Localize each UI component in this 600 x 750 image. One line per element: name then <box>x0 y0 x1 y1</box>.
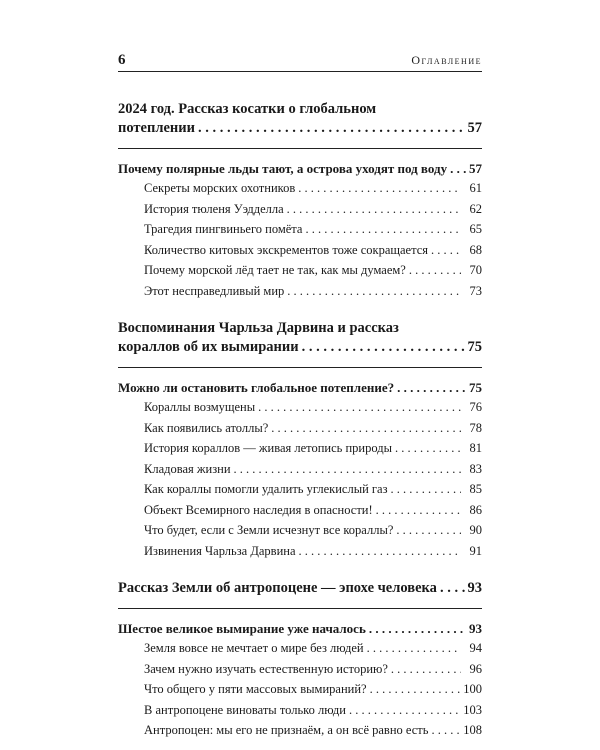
dot-leader <box>271 418 461 439</box>
section-entry <box>118 159 482 178</box>
toc-item <box>118 459 482 480</box>
item-title: Зачем нужно изучать естественную историю? <box>144 661 388 676</box>
table-of-contents <box>118 100 482 741</box>
dot-leader <box>302 338 465 357</box>
dot-leader <box>431 720 460 741</box>
item-page: 90 <box>469 523 482 537</box>
item-title: Секреты морских охотников <box>144 181 296 195</box>
item-page: 70 <box>469 263 482 277</box>
item-page: 68 <box>469 242 482 257</box>
section-entry <box>118 378 482 397</box>
dot-leader <box>376 500 461 521</box>
item-page: 85 <box>469 482 482 496</box>
chapter-title-line: Рассказ Земли об антропоцене — эпохе человека <box>118 580 437 596</box>
toc-item <box>118 397 482 418</box>
item-page: 83 <box>469 461 482 476</box>
page-number: 6 <box>118 52 126 68</box>
chapter-title-line: 2024 год. Рассказ косатки о глобальном <box>118 101 377 117</box>
dot-leader <box>367 638 461 659</box>
item-title: Количество китовых экскрементов тоже сокращается <box>144 242 429 257</box>
item-title: Кладовая жизни <box>144 461 231 476</box>
item-page: 78 <box>469 420 482 435</box>
item-title: Этот несправедливый мир <box>144 283 285 298</box>
chapter-title-line: Воспоминания Чарльза Дарвина и рассказ <box>118 320 399 336</box>
dot-leader <box>450 159 466 178</box>
item-title: Как появились атоллы? <box>144 420 269 435</box>
item-title: Кораллы возмущены <box>144 400 256 414</box>
toc-item <box>118 638 482 659</box>
running-title: Оглавление <box>411 53 482 67</box>
divider <box>118 367 482 368</box>
section-entry <box>118 619 482 638</box>
section-page: 93 <box>469 621 482 636</box>
dot-leader <box>397 378 466 397</box>
item-page: 91 <box>469 543 482 558</box>
chapter-entry <box>118 338 482 357</box>
dot-leader <box>370 679 461 700</box>
item-page: 86 <box>469 502 482 517</box>
chapter-block <box>118 319 482 561</box>
toc-item <box>118 700 482 721</box>
toc-item <box>118 418 482 439</box>
toc-item <box>118 178 482 199</box>
dot-leader <box>391 659 461 680</box>
chapter-entry <box>118 119 482 138</box>
dot-leader <box>431 240 461 261</box>
dot-leader <box>299 541 461 562</box>
dot-leader <box>369 619 466 638</box>
item-page: 103 <box>463 702 482 717</box>
dot-leader <box>258 397 461 418</box>
item-page: 61 <box>469 181 482 195</box>
dot-leader <box>287 281 461 302</box>
running-header <box>118 52 482 72</box>
item-title: Как кораллы помогли удалить углекислый газ <box>144 482 388 496</box>
toc-item <box>118 438 482 459</box>
section-page: 75 <box>469 380 482 395</box>
chapter-block <box>118 100 482 301</box>
item-title: Трагедия пингвиньего помёта <box>144 222 303 236</box>
item-page: 62 <box>469 201 482 216</box>
dot-leader <box>409 260 461 281</box>
item-page: 108 <box>463 723 482 737</box>
chapter-page: 75 <box>467 339 482 355</box>
dot-leader <box>198 119 465 138</box>
chapter-title-line: кораллов об их вымирании <box>118 339 299 355</box>
section-title: Можно ли остановить глобальное потепление? <box>118 380 395 395</box>
dot-leader <box>349 700 460 721</box>
item-title: История кораллов — живая летопись природы <box>144 441 393 455</box>
divider <box>118 148 482 149</box>
section-title: Шестое великое вымирание уже началось <box>118 621 366 636</box>
toc-item <box>118 659 482 680</box>
toc-item <box>118 720 482 741</box>
chapter-page: 57 <box>467 120 482 136</box>
item-title: Земля вовсе не мечтает о мире без людей <box>144 641 364 655</box>
dot-leader <box>305 219 461 240</box>
item-page: 96 <box>469 661 482 676</box>
item-title: Антропоцен: мы его не признаём, а он всё равно есть <box>144 723 429 737</box>
chapter-page: 93 <box>467 580 482 596</box>
toc-item <box>118 679 482 700</box>
dot-leader <box>396 520 461 541</box>
item-title: Извинения Чарльза Дарвина <box>144 543 296 558</box>
toc-item <box>118 281 482 302</box>
item-page: 73 <box>469 283 482 298</box>
toc-item <box>118 219 482 240</box>
chapter-entry <box>118 579 482 598</box>
item-title: История тюленя Уэдделла <box>144 201 284 216</box>
item-page: 76 <box>469 400 482 414</box>
chapter-block <box>118 579 482 741</box>
item-page: 81 <box>469 441 482 455</box>
item-title: Что общего у пяти массовых вымираний? <box>144 682 367 696</box>
toc-item <box>118 520 482 541</box>
chapter-title-line: потеплении <box>118 120 195 136</box>
item-page: 100 <box>463 682 482 696</box>
section-page: 57 <box>469 161 482 176</box>
dot-leader <box>391 479 461 500</box>
toc-item <box>118 260 482 281</box>
toc-item <box>118 240 482 261</box>
item-page: 65 <box>469 222 482 236</box>
toc-item <box>118 500 482 521</box>
toc-item <box>118 541 482 562</box>
dot-leader <box>234 459 461 480</box>
dot-leader <box>440 579 465 598</box>
item-title: Объект Всемирного наследия в опасности! <box>144 502 373 517</box>
dot-leader <box>298 178 461 199</box>
item-title: Что будет, если с Земли исчезнут все кораллы? <box>144 523 394 537</box>
divider <box>118 608 482 609</box>
toc-item <box>118 479 482 500</box>
item-page: 94 <box>469 641 482 655</box>
item-title: В антропоцене виноваты только люди <box>144 702 346 717</box>
dot-leader <box>395 438 461 459</box>
toc-item <box>118 199 482 220</box>
item-title: Почему морской лёд тает не так, как мы думаем? <box>144 263 406 277</box>
dot-leader <box>287 199 461 220</box>
section-title: Почему полярные льды тают, а острова уходят под воду <box>118 161 448 176</box>
